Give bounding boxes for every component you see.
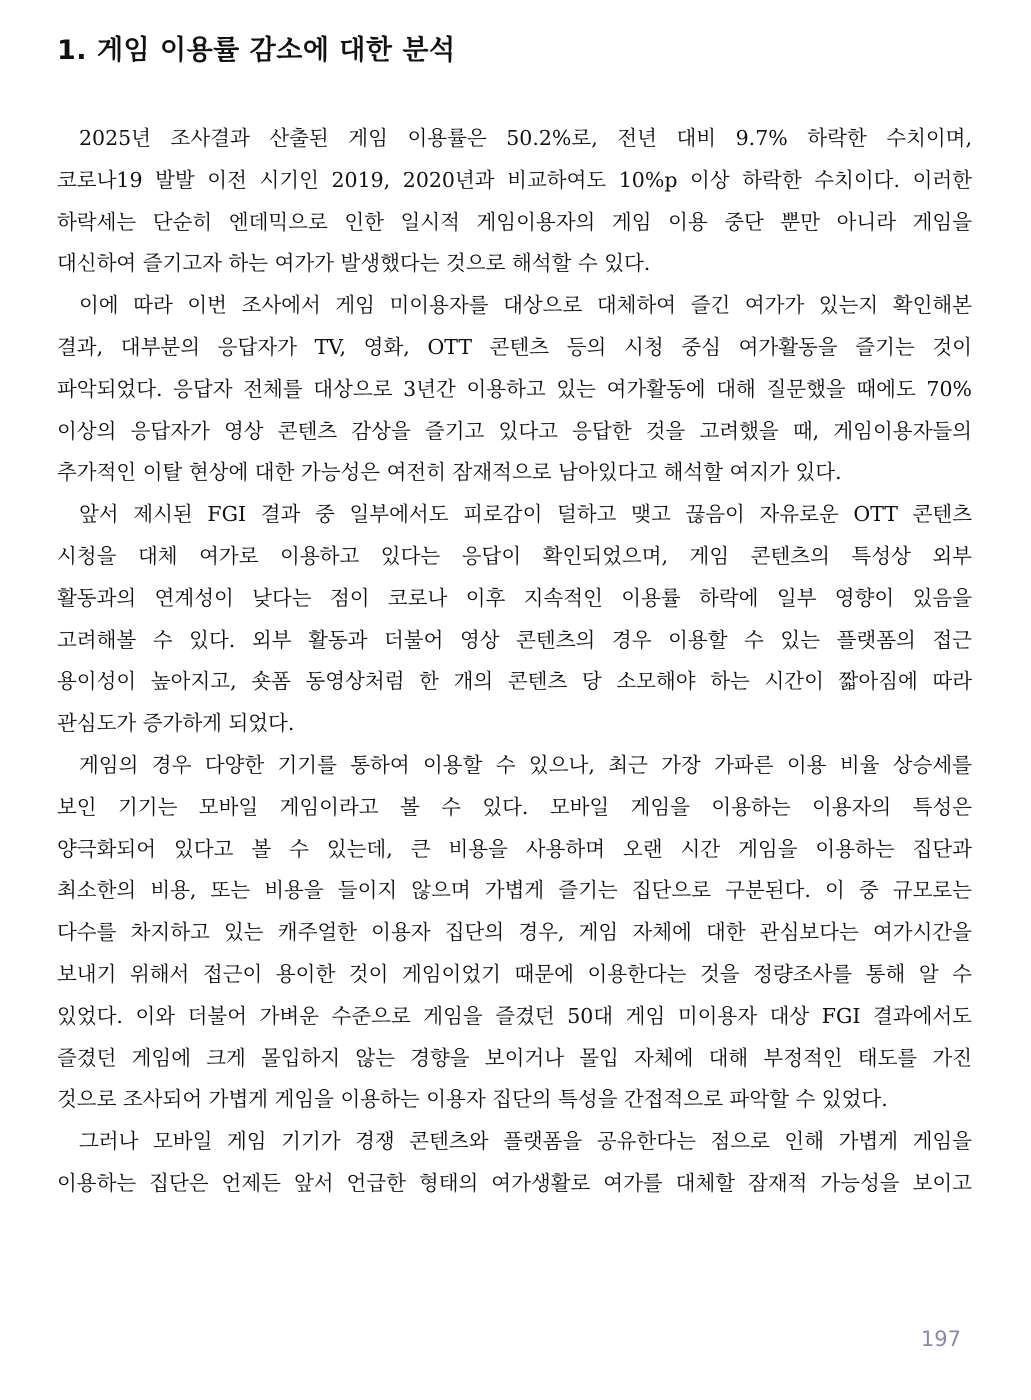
text-line: 용이성이 높아지고, 숏폼 동영상처럼 한 개의 콘텐츠 당 소모해야 하는 시간이 짧아짐에 따라 (57, 669, 972, 694)
text-line: 활동과의 연계성이 낮다는 점이 코로나 이후 지속적인 이용률 하락에 일부 영향이 있음을 (57, 585, 972, 610)
text-line: 시청을 대체 여가로 이용하고 있다는 응답이 확인되었으며, 게임 콘텐츠의 특성상 외부 (57, 543, 972, 568)
text-line: 이상의 응답자가 영상 콘텐츠 감상을 즐기고 있다고 응답한 것을 고려했을 때, 게임이용자들의 (57, 418, 972, 443)
text-line: 하락세는 단순히 엔데믹으로 인한 일시적 게임이용자의 게임 이용 중단 뿐만 아니라 게임을 (57, 209, 972, 234)
text-line: 이용하는 집단은 언제든 앞서 언급한 형태의 여가생활로 여가를 대체할 잠재적 가능성을 보이고 (57, 1170, 972, 1195)
paragraph (57, 494, 972, 745)
section-heading: 1. 게임 이용률 감소에 대한 분석 (57, 35, 456, 66)
text-line: 관심도가 증가하게 되었다. (57, 711, 295, 736)
text-line: 즐겼던 게임에 크게 몰입하지 않는 경향을 보이거나 몰입 자체에 대해 부정적인 태도를 가진 (57, 1045, 972, 1070)
text-line: 이에 따라 이번 조사에서 게임 미이용자를 대상으로 대체하여 즐긴 여가가 있는지 확인해본 (79, 293, 972, 318)
paragraph (57, 745, 972, 1121)
text-line: 그러나 모바일 게임 기기가 경쟁 콘텐츠와 플랫폼을 공유한다는 점으로 인해 가볍게 게임을 (79, 1129, 972, 1154)
paragraph (57, 285, 972, 494)
text-line: 결과, 대부분의 응답자가 TV, 영화, OTT 콘텐츠 등의 시청 중심 여가활동을 즐기는 것이 (57, 334, 972, 359)
text-line: 추가적인 이탈 현상에 대한 가능성은 여전히 잠재적으로 남아있다고 해석할 여지가 있다. (57, 460, 842, 485)
text-line: 앞서 제시된 FGI 결과 중 일부에서도 피로감이 덜하고 맺고 끊음이 자유로운 OTT 콘텐츠 (79, 502, 972, 527)
text-line: 고려해볼 수 있다. 외부 활동과 더불어 영상 콘텐츠의 경우 이용할 수 있는 플랫폼의 접근 (57, 627, 972, 652)
text-line: 보내기 위해서 접근이 용이한 것이 게임이었기 때문에 이용한다는 것을 정량조사를 통해 알 수 (57, 961, 972, 986)
text-line: 다수를 차지하고 있는 캐주얼한 이용자 집단의 경우, 게임 자체에 대한 관심보다는 여가시간을 (57, 920, 972, 945)
text-line: 있었다. 이와 더불어 가벼운 수준으로 게임을 즐겼던 50대 게임 미이용자 대상 FGI 결과에서도 (57, 1003, 972, 1028)
text-line: 최소한의 비용, 또는 비용을 들이지 않으며 가볍게 즐기는 집단으로 구분된다. 이 중 규모로는 (57, 878, 972, 903)
paragraph (57, 118, 972, 285)
paragraph (57, 1121, 972, 1205)
text-line: 파악되었다. 응답자 전체를 대상으로 3년간 이용하고 있는 여가활동에 대해 질문했을 때에도 70% (57, 376, 972, 401)
body-text (57, 118, 972, 1205)
page-number: 197 (920, 1327, 961, 1351)
text-line: 코로나19 발발 이전 시기인 2019, 2020년과 비교하여도 10%p 이상 하락한 수치이다. 이러한 (57, 167, 972, 192)
text-line: 것으로 조사되어 가볍게 게임을 이용하는 이용자 집단의 특성을 간접적으로 파악할 수 있었다. (57, 1087, 888, 1112)
text-line: 양극화되어 있다고 볼 수 있는데, 큰 비용을 사용하며 오랜 시간 게임을 이용하는 집단과 (57, 836, 972, 861)
text-line: 2025년 조사결과 산출된 게임 이용률은 50.2%로, 전년 대비 9.7% 하락한 수치이며, (79, 126, 972, 150)
text-line: 게임의 경우 다양한 기기를 통하여 이용할 수 있으나, 최근 가장 가파른 이용 비율 상승세를 (79, 752, 972, 777)
text-line: 보인 기기는 모바일 게임이라고 볼 수 있다. 모바일 게임을 이용하는 이용자의 특성은 (57, 794, 972, 819)
text-line: 대신하여 즐기고자 하는 여가가 발생했다는 것으로 해석할 수 있다. (57, 251, 651, 276)
